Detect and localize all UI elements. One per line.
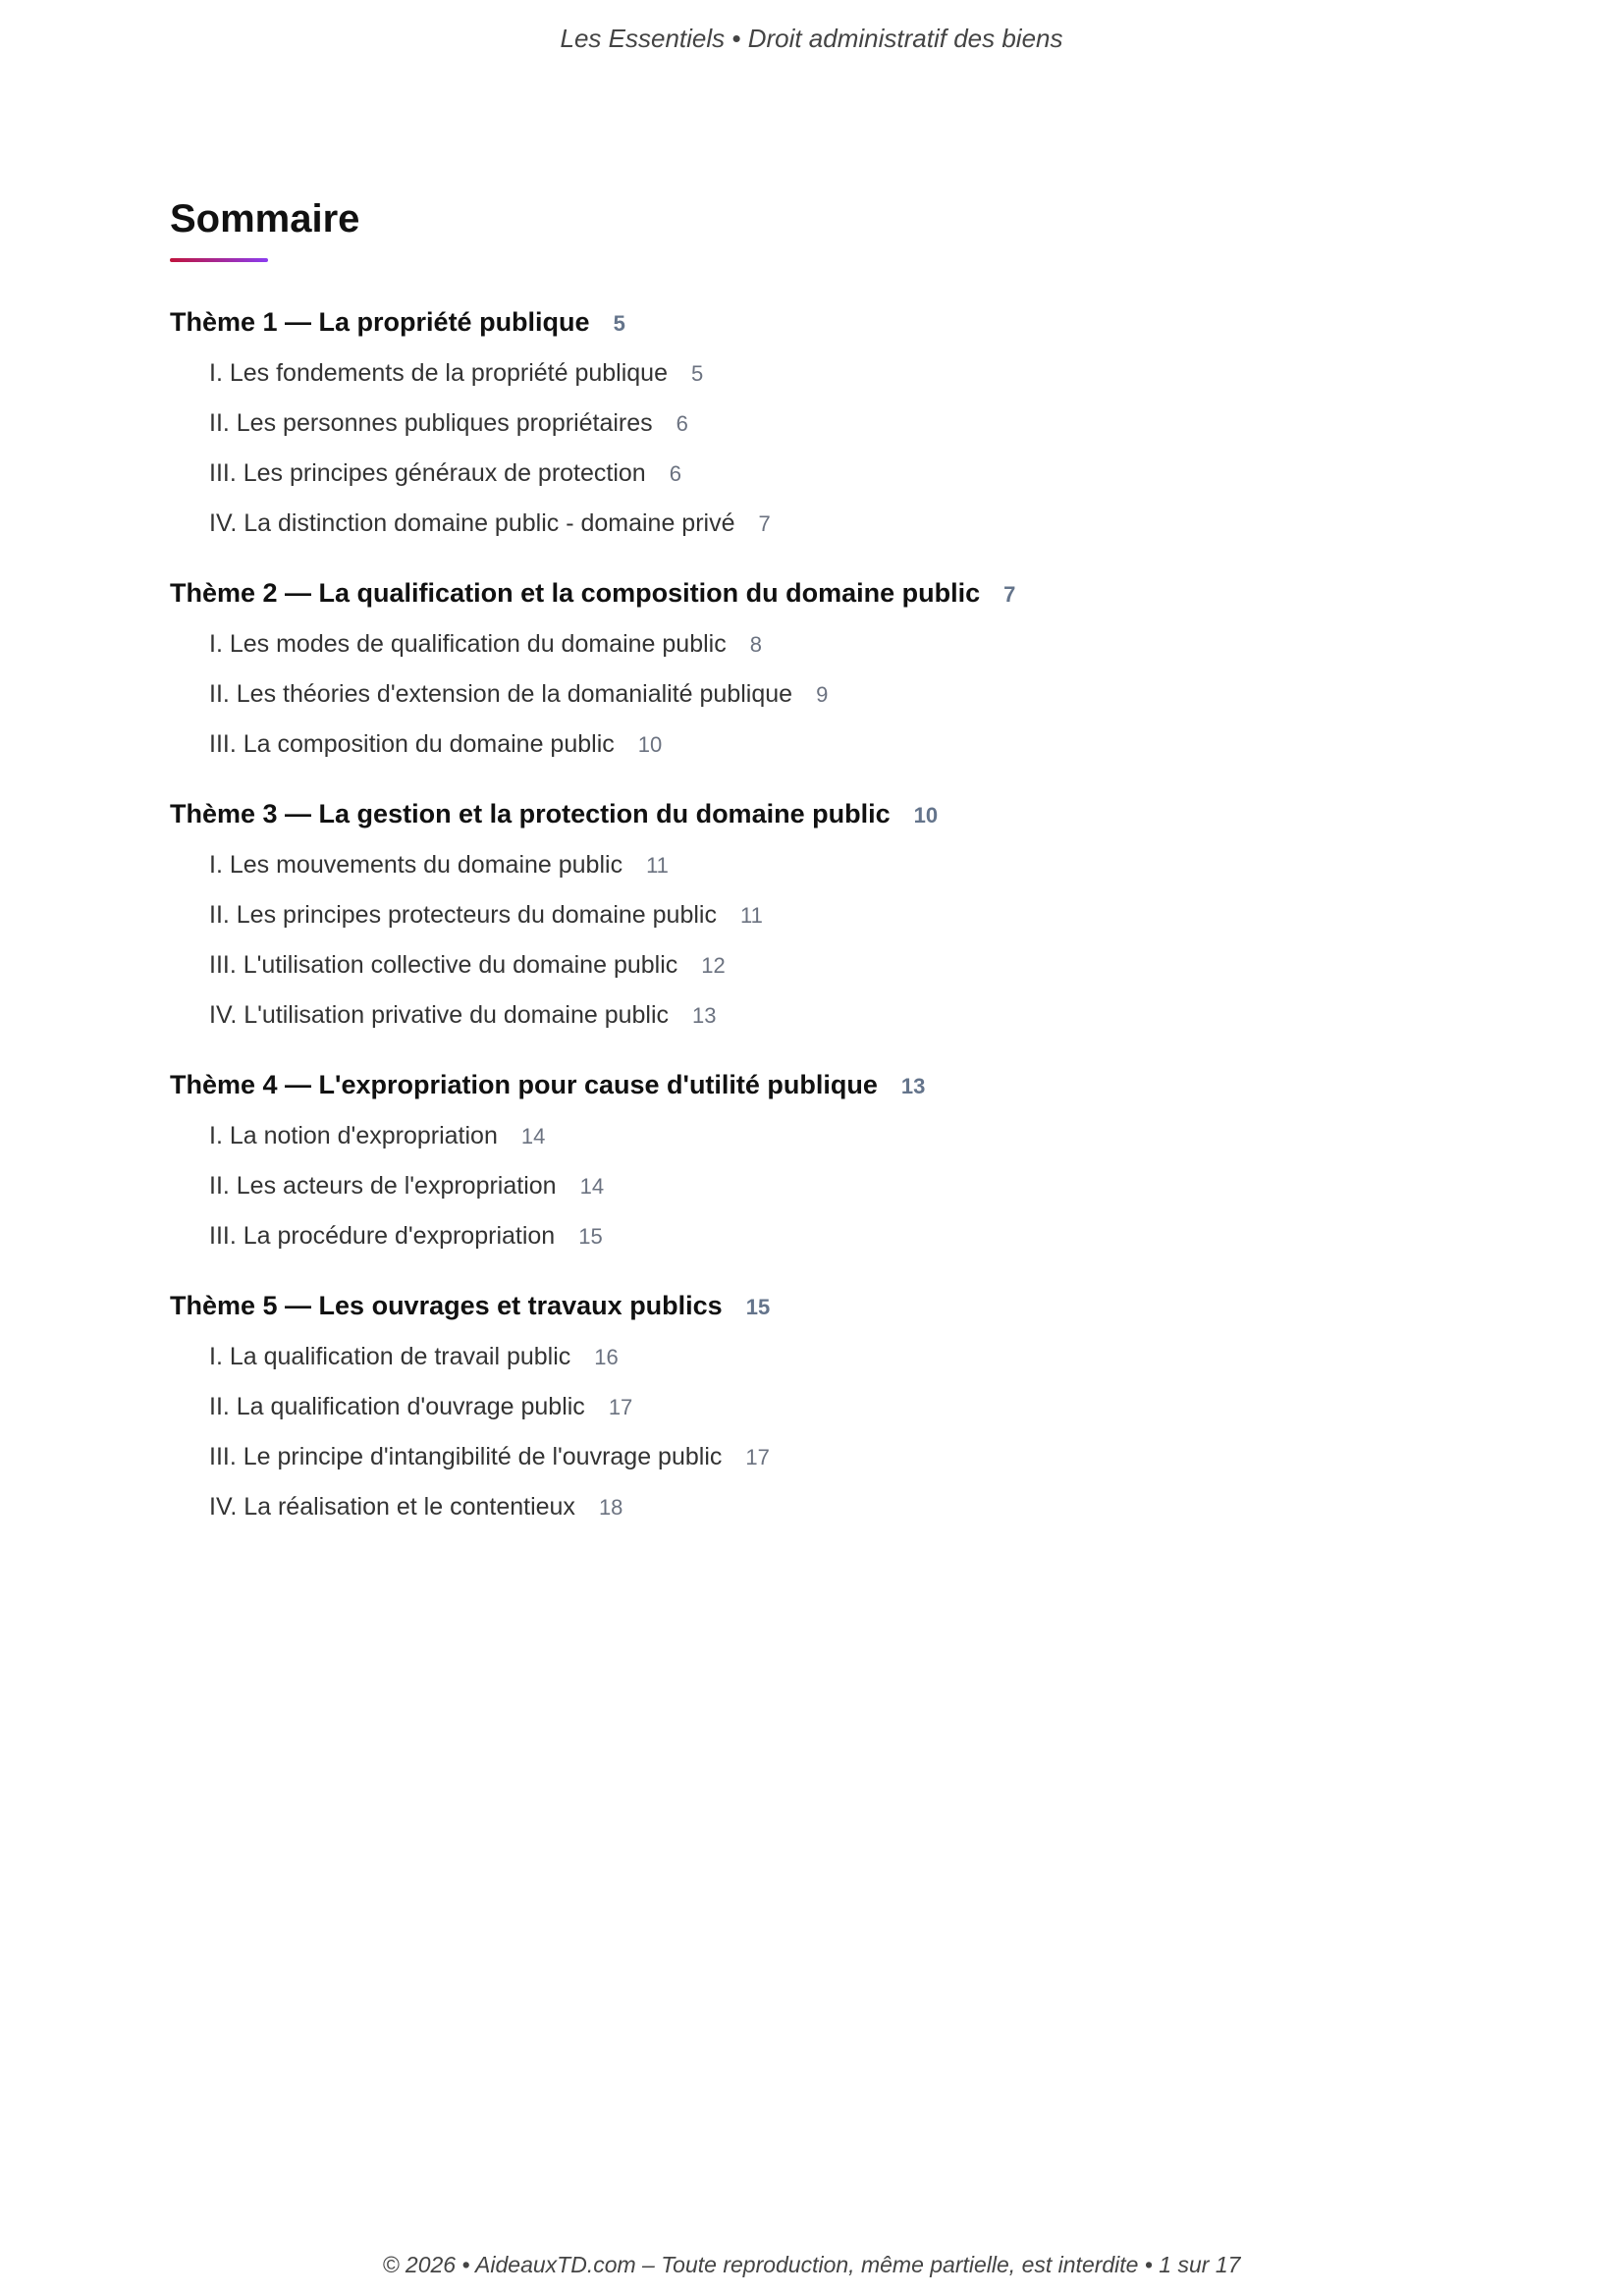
section-page-number: 17 [745, 1445, 770, 1469]
toc-section-entry[interactable] [170, 1332, 1015, 1382]
section-page-number: 5 [690, 361, 704, 386]
section-page-number: 17 [608, 1395, 633, 1419]
section-label: II. Les théories d'extension de la domanialité publique [209, 680, 793, 708]
section-label: IV. La réalisation et le contentieux [209, 1493, 575, 1521]
section-label: I. Les fondements de la propriété publique [209, 359, 668, 387]
section-page-number: 10 [637, 732, 663, 757]
section-page-number: 18 [598, 1495, 623, 1520]
section-label: III. Les principes généraux de protection [209, 459, 646, 487]
section-label: II. Les acteurs de l'expropriation [209, 1172, 557, 1200]
toc-section-entry[interactable] [170, 940, 1015, 990]
section-label: IV. L'utilisation privative du domaine public [209, 1001, 670, 1029]
section-page-number: 11 [646, 853, 669, 878]
toc-section-entry[interactable] [170, 720, 1015, 770]
toc-section-entry[interactable] [170, 1161, 1015, 1211]
toc-theme-entry[interactable] [170, 297, 1015, 348]
section-label: IV. La distinction domaine public - domaine privé [209, 509, 735, 537]
toc-section-entry[interactable] [170, 399, 1015, 449]
toc-section-entry[interactable] [170, 499, 1015, 549]
page-footer: © 2026 • AideauxTD.com – Toute reproduction, même partielle, est interdite • 1 sur 17 [382, 2252, 1241, 2277]
toc-section-entry[interactable] [170, 990, 1015, 1041]
toc-section-entry[interactable] [170, 669, 1015, 720]
section-label: I. La qualification de travail public [209, 1343, 571, 1370]
theme-page-number: 7 [1003, 582, 1016, 607]
section-label: II. La qualification d'ouvrage public [209, 1393, 585, 1420]
toc-section-entry[interactable] [170, 890, 1015, 940]
running-header: Les Essentiels • Droit administratif des biens [560, 24, 1063, 53]
theme-label: Thème 2 — La qualification et la composition du domaine public [170, 578, 981, 608]
section-page-number: 8 [749, 632, 762, 657]
theme-page-number: 13 [900, 1074, 926, 1098]
toc-section-entry[interactable] [170, 348, 1015, 399]
toc-section-entry[interactable] [170, 1382, 1015, 1432]
section-label: I. La notion d'expropriation [209, 1122, 498, 1149]
section-page-number: 12 [701, 953, 726, 978]
theme-label: Thème 4 — L'expropriation pour cause d'utilité publique [170, 1070, 878, 1099]
section-page-number: 11 [739, 903, 763, 928]
theme-page-number: 10 [913, 803, 939, 828]
page-title: Sommaire [170, 197, 360, 240]
section-page-number: 9 [816, 682, 829, 707]
toc-section-entry[interactable] [170, 1111, 1015, 1161]
toc-section-entry[interactable] [170, 619, 1015, 669]
toc-theme-entry[interactable] [170, 1281, 1015, 1332]
section-page-number: 16 [594, 1345, 619, 1369]
theme-label: Thème 5 — Les ouvrages et travaux publics [170, 1291, 723, 1320]
section-page-number: 14 [579, 1174, 605, 1199]
section-label: III. La procédure d'expropriation [209, 1222, 556, 1250]
section-page-number: 6 [669, 461, 681, 486]
toc-section-entry[interactable] [170, 840, 1015, 890]
toc-theme-entry[interactable] [170, 1060, 1015, 1111]
section-page-number: 14 [520, 1124, 546, 1148]
section-label: I. Les modes de qualification du domaine public [209, 630, 727, 658]
toc-section-entry[interactable] [170, 1482, 1015, 1532]
section-page-number: 15 [578, 1224, 603, 1249]
title-underline [170, 258, 268, 262]
section-label: II. Les personnes publiques propriétaires [209, 409, 653, 437]
section-label: III. La composition du domaine public [209, 730, 615, 758]
section-page-number: 6 [676, 411, 688, 436]
section-label: II. Les principes protecteurs du domaine public [209, 901, 717, 929]
section-label: I. Les mouvements du domaine public [209, 851, 623, 879]
theme-page-number: 15 [745, 1295, 771, 1319]
theme-label: Thème 1 — La propriété publique [170, 307, 590, 337]
toc-theme-entry[interactable] [170, 568, 1015, 619]
section-page-number: 7 [758, 511, 771, 536]
theme-label: Thème 3 — La gestion et la protection du domaine public [170, 799, 891, 828]
toc-section-entry[interactable] [170, 1432, 1015, 1482]
theme-page-number: 5 [613, 311, 625, 336]
section-label: III. Le principe d'intangibilité de l'ouvrage public [209, 1443, 723, 1470]
toc-section-entry[interactable] [170, 1211, 1015, 1261]
table-of-contents [170, 191, 1015, 1532]
toc-section-entry[interactable] [170, 449, 1015, 499]
toc-list [170, 297, 1015, 1532]
section-label: III. L'utilisation collective du domaine public [209, 951, 678, 979]
section-page-number: 13 [692, 1003, 717, 1028]
toc-theme-entry[interactable] [170, 789, 1015, 840]
